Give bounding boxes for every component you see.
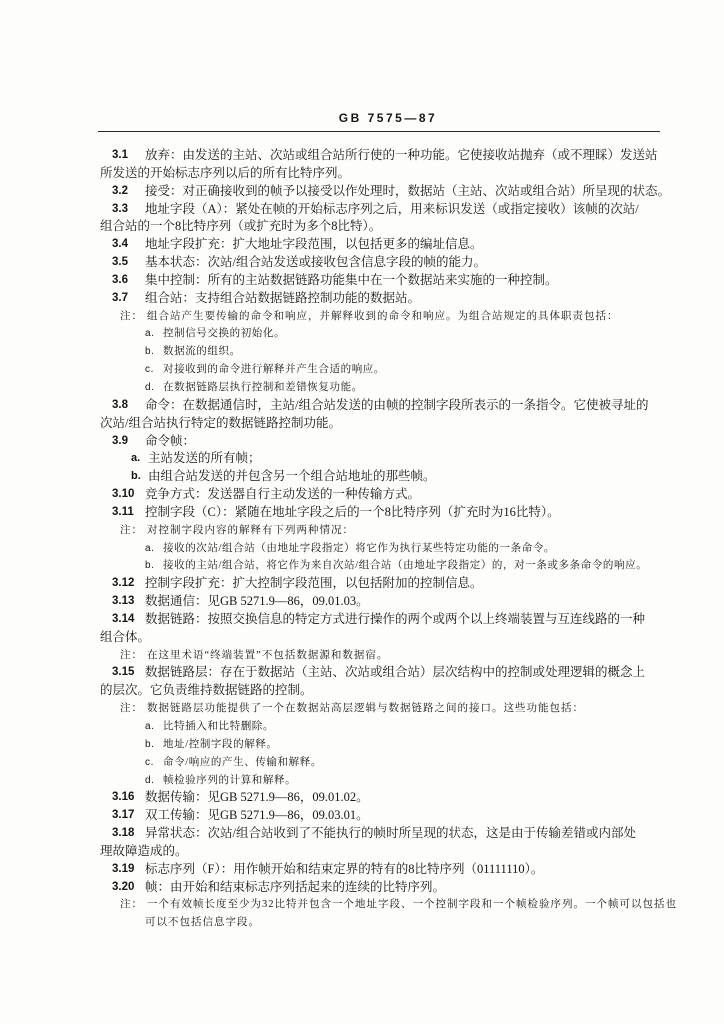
clause-text: 数据通信：见GB 5271.9—86，09.01.03。 [145,594,369,609]
note-item-text: 比特插入和比特删除。 [163,721,274,732]
note-row [100,647,680,665]
clause-number: 3.19 [112,862,135,875]
note-item-mark: a. [145,721,155,732]
clause-number: 3.10 [112,488,135,501]
clause-text: 标志序列（F）：用作帧开始和结束定界的特有的8比特序列（01111110）。 [145,861,544,876]
clause-number: 3.18 [112,827,135,840]
note-item [100,540,680,558]
note-row [100,700,680,718]
clause-continuation [100,843,680,861]
clause-text: 基本状态：次站/组合站发送或接收包含信息字段的帧的能力。 [145,255,486,270]
clause-row [100,236,680,254]
note-text: 在这里术语“终端装置”不包括数据源和数据宿。 [147,649,389,661]
note-row [100,308,680,326]
clause-text: 帧：由开始和结束标志序列括起来的连续的比特序列。 [145,879,446,894]
note-text: 对控制字段内容的解释有下列两种情况： [147,524,354,536]
clause-row [100,290,680,308]
clause-number: 3.1 [112,149,128,161]
clause-text: 控制字段（C）：紧随在地址字段之后的一个8比特序列（扩充时为16比特）。 [145,504,560,519]
clause-continuation [100,682,680,700]
clause-text: 数据链路：按照交换信息的特定方式进行操作的两个或两个以上终端装置与互连线路的一种 [145,611,646,626]
clause-number: 3.4 [112,238,128,251]
note-item-text: 命令/响应的产生、传输和解释。 [163,756,322,768]
note-label: 注： [120,899,143,911]
note-item-text: 地址/控制字段的解释。 [163,738,278,750]
note-item [100,754,680,772]
list-item-mark: b. [131,470,141,483]
note-item-text: 接收的主站/组合站，将它作为来自次站/组合站（由地址字段指定）的，对一条或多条命令的响应。 [163,560,648,572]
note-continuation [100,914,680,932]
note-item-text: 帧检验序列的计算和解释。 [163,774,297,786]
note-item-mark: c. [145,364,154,376]
clause-text: 命令帧： [145,433,196,448]
clause-row [100,611,680,629]
clause-text: 组合体。 [100,629,151,644]
clause-text: 数据传输：见GB 5271.9—86，09.01.02。 [145,790,369,805]
note-item-text: 在数据链路层执行控制和差错恢复功能。 [163,381,363,393]
clause-number: 3.12 [112,577,135,590]
clause-row [100,593,680,611]
clause-row [100,807,680,825]
clause-number: 3.11 [112,505,134,518]
clause-number: 3.14 [112,612,135,625]
clause-text: 双工传输：见GB 5271.9—86，09.03.01。 [145,808,369,823]
clause-row [100,825,680,843]
clause-number: 3.20 [112,880,135,893]
note-item [100,736,680,754]
list-item-text: 由组合站发送的并包含另一个组合站地址的那些帧。 [148,469,436,484]
clause-continuation [100,218,680,236]
clause-row [100,183,680,201]
clause-row [100,201,680,219]
note-label: 注： [120,703,143,715]
clause-text: 地址字段扩充：扩大地址字段范围，以包括更多的编址信息。 [145,237,483,252]
clause-row [100,272,680,290]
note-item [100,557,680,575]
note-row [100,522,680,540]
clause-text: 控制字段扩充：扩大控制字段范围，以包括附加的控制信息。 [145,576,483,591]
standard-code-header: GB 7575—87 [338,111,438,125]
clause-text: 理故障造成的。 [100,843,188,858]
note-text: 一个有效帧长度至少为32比特并包含一个地址字段、一个控制字段和一个帧检验序列。一个帧可以包括也 [147,899,677,911]
clause-text: 组合站的一个8比特序列（或扩充时为多个8比特）。 [100,219,382,234]
clause-text: 接受：对正确接收到的帧予以接受以作处理时，数据站（主站、次站或组合站）所呈现的状态。 [145,183,671,198]
note-item [100,343,680,361]
clause-row [100,397,680,415]
clause-text: 放弃：由发送的主站、次站或组合站所行使的一种功能。它使接收站抛弃（或不理睬）发送站 [145,148,658,162]
clause-list-item [100,450,680,468]
clause-text: 组合站：支持组合站数据链路控制功能的数据站。 [145,290,421,305]
clause-number: 3.7 [112,291,128,304]
clause-number: 3.5 [112,256,128,269]
clause-number: 3.3 [112,202,128,215]
clause-text: 集中控制：所有的主站数据链路功能集中在一个数据站来实施的一种控制。 [145,272,558,287]
clause-number: 3.16 [112,791,135,804]
note-label: 注： [120,524,143,536]
clause-row [100,664,680,682]
clause-row [100,789,680,807]
note-item-text: 对接收到的命令进行解释并产生合适的响应。 [163,364,385,376]
note-item [100,325,680,343]
clause-number: 3.9 [112,434,128,447]
clause-row [100,147,680,165]
note-label: 注： [120,310,143,322]
clause-number: 3.2 [112,184,128,197]
note-item-text: 控制信号交换的初始化。 [163,328,286,340]
clause-row [100,433,680,451]
note-item-mark: d. [145,774,155,786]
list-item-text: 主站发送的所有帧； [148,451,261,466]
note-item-mark: b. [145,738,155,750]
clause-row [100,486,680,504]
clause-text: 异常状态：次站/组合站收到了不能执行的帧时所呈现的状态，这是由于传输差错或内部处 [145,826,636,841]
note-item [100,361,680,379]
clause-number: 3.13 [112,595,135,608]
clause-text: 命令：在数据通信时，主站/组合站发送的由帧的控制字段所表示的一条指令。它使被寻址的 [145,397,649,412]
clause-number: 3.8 [112,398,128,411]
note-item-mark: d. [145,381,155,393]
clause-text: 数据链路层：存在于数据站（主站、次站或组合站）层次结构中的控制或处理逻辑的概念上 [145,665,646,680]
clause-continuation [100,415,680,433]
note-item-mark: a. [145,542,155,554]
note-text: 数据链路层功能提供了一个在数据站高层逻辑与数据链路之间的接口。这些功能包括： [147,703,584,715]
clause-row [100,861,680,879]
clause-text: 地址字段（A）：紧处在帧的开始标志序列之后，用来标识发送（或指定接收）该帧的次站/ [145,201,639,216]
clause-row [100,575,680,593]
note-item [100,379,680,397]
note-item-mark: b. [145,346,155,358]
clause-text: 所发送的开始标志序列以后的所有比特序列。 [100,165,351,180]
clause-list-item [100,468,680,486]
clause-row [100,879,680,897]
clause-number: 3.6 [112,273,128,286]
note-row [100,896,680,914]
clause-continuation [100,629,680,647]
clause-text: 竞争方式：发送器自行主动发送的一种传输方式。 [145,487,421,502]
note-item-mark: a. [145,328,155,340]
clause-number: 3.17 [112,809,135,822]
note-text: 可以不包括信息字段。 [145,917,260,929]
note-text: 组合站产生要传输的命令和响应，并解释收到的命令和响应。为组合站规定的具体职责包括： [147,310,619,322]
clause-text: 的层次。它负责维持数据链路的控制。 [100,683,313,698]
header-rule [98,131,660,132]
clause-row [100,504,680,522]
note-item-mark: c. [145,756,154,768]
note-label: 注： [120,649,143,661]
list-item-mark: a. [131,452,141,465]
clause-number: 3.15 [112,666,135,679]
clause-text: 次站/组合站执行特定的数据链路控制功能。 [100,415,341,430]
note-item-text: 数据流的组织。 [163,346,241,358]
clause-row [100,254,680,272]
note-item-mark: b. [145,560,155,572]
note-item [100,718,680,736]
note-item-text: 接收的次站/组合站（由地址字段指定）将它作为执行某些特定功能的一条命令。 [163,542,556,554]
clause-continuation [100,165,680,183]
document-body [100,147,680,932]
note-item [100,772,680,790]
